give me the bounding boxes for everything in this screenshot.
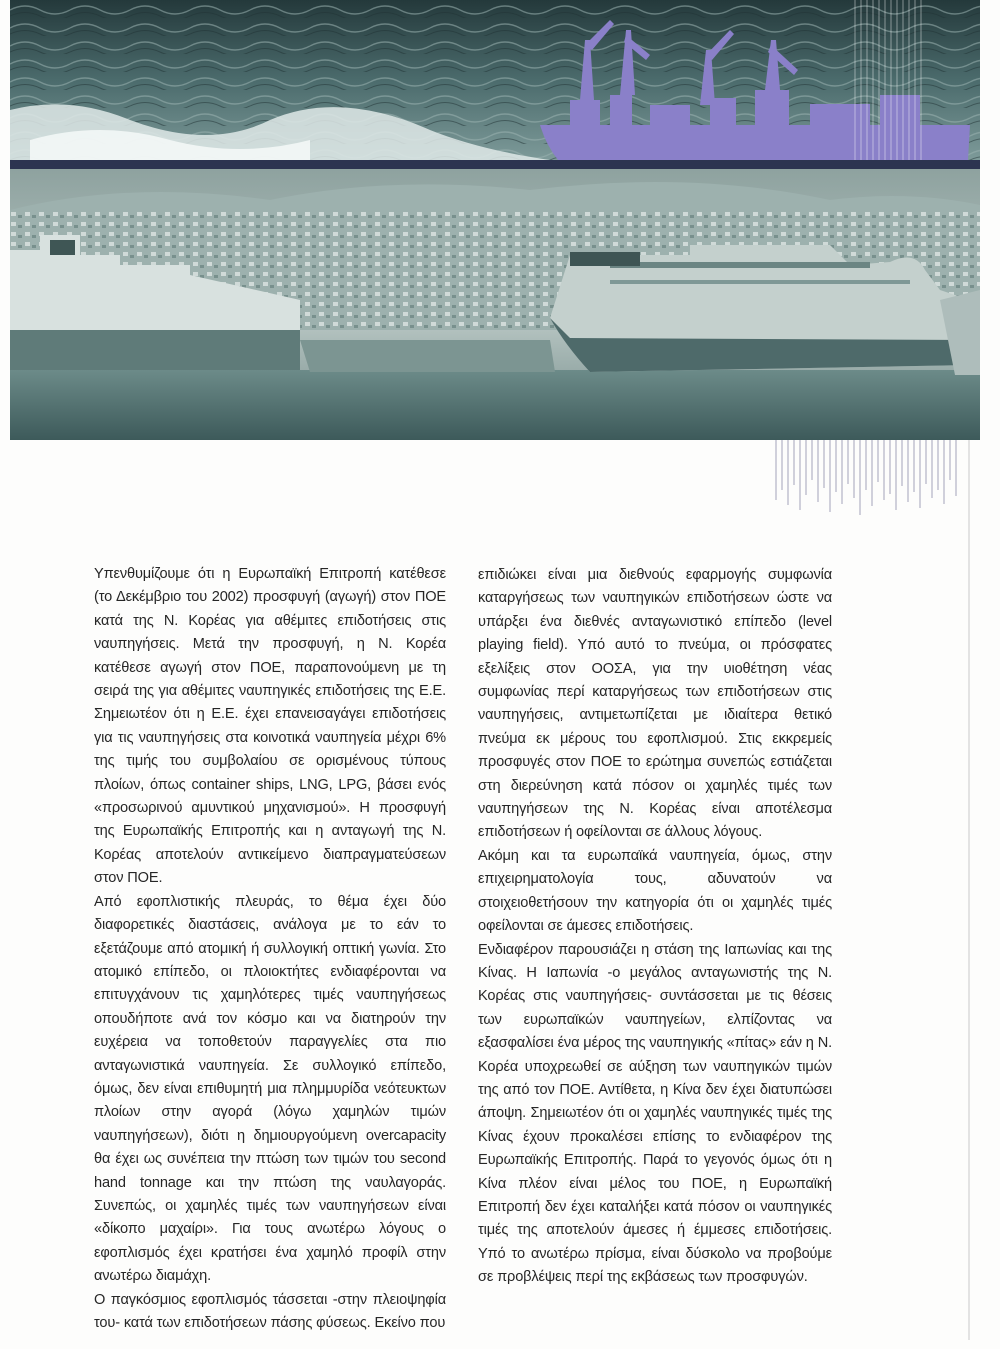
- paragraph: Ακόμη και τα ευρωπαϊκά ναυπηγεία, όμως, στην επιχειρηματολογία τους, αδυνατούν να στοιχειοθετήσουν την κατηγορία ότι οι χαμηλές τιμές οφείλονται σε άμεσες επιδοτήσεις.: [478, 847, 832, 935]
- paragraph: Ενδιαφέρον παρουσιάζει η στάση της Ιαπωνίας και της Κίνας. Η Ιαπωνία -ο μεγάλος ανταγωνιστής της Ν. Κορέας στις ναυπηγήσεις- συντάσσεται με τις θέσεις των ευρωπαϊκών ναυπηγείων, ελπίζοντας να εξασφαλίσει ένα μέρος της ναυπηγικής «πίτας» εάν η Ν. Κορέα υποχρεωθεί σε αύξηση των ναυπηγικών τιμών της από τον ΠΟΕ. Αντίθετα, η Κίνα δεν έχει διατυπώσει άποψη. Σημειωτέον ότι οι χαμηλές ναυπηγικές τιμές της Κίνας έχουν προκαλέσει επίσης το ενδιαφέρον της Ευρωπαϊκής Επιτροπής. Παρά το γεγονός όμως ότι η Κίνα πλέον είναι μέλος του ΠΟΕ, η Ευρωπαϊκή Επιτροπή δεν έχει καταλήξει κατά πόσον οι ναυπηγικές τιμές της αποτελούν άμεσες ή έμμεσες επιδοτήσεις. Υπό το ανωτέρω πρίσμα, είναι δύσκολο να προβούμε σε προβλέψεις περί της εκβάσεως των προσφυγών.: [478, 941, 832, 1286]
- paragraph: Υπενθυμίζουμε ότι η Ευρωπαϊκή Επιτροπή κατέθεσε (το Δεκέμβριο του 2002) προσφυγή (αγωγή) στον ΠΟΕ κατά της Ν. Κορέας για αθέμιτες επιδοτήσεις στις ναυπηγήσεις. Μετά την προσφυγή, η Ν. Κορέα κατέθεσε αγωγή στον ΠΟΕ, παραπονούμενη με τη σειρά της για αθέμιτες ναυπηγικές επιδοτήσεις της Ε.Ε. Σημειωτέον ότι η Ε.Ε. έχει επανεισαγάγει επιδοτήσεις για τις ναυπηγήσεις στα κοινοτικά ναυπηγεία μέχρι 6% της τιμής του συμβολαίου σε ορισμένους τύπους πλοίων, όπως container ships, LNG, LPG, βάσει ενός «προσωρινού αμυντικού μηχανισμού». Η προσφυγή της Ευρωπαϊκής Επιτροπής και η ανταγωγή της Ν. Κορέας αποτελούν αντικείμενο διαπραγματεύσεων στον ΠΟΕ.: [94, 566, 446, 887]
- paragraph: Από εφοπλιστικής πλευράς, το θέμα έχει δύο διαφορετικές διαστάσεις, ανάλογα με το εάν το εξετάζουμε από ατομική ή συλλογική οπτική γωνία. Στο ατομικό επίπεδο, οι πλοιοκτήτες ενδιαφέρονται να επιτυγχάνουν τις χαμηλότερες τιμές ναυπηγήσεως οπουδήποτε ανά τον κόσμο και να διατηρούν την ευχέρεια να τοποθετούν παραγγελίες στα πιο ανταγωνιστικά ναυπηγεία. Σε συλλογικό επίπεδο, όμως, δεν είναι επιθυμητή μια πλημμυρίδα νεότευκτων πλοίων στην αγορά (λόγω χαμηλών τιμών ναυπηγήσεων), διότι η δημιουργούμενη overcapacity θα έχει ως συνέπεια την πτώση των τιμών του second hand tonnage και την πτώση της ναυλαγοράς. Συνεπώς, οι χαμηλές τιμές των ναυπηγήσεων είναι «δίκοπο μαχαίρι». Για τους ανωτέρω λόγους ο εφοπλισμός έχει κρατήσει ένα χαμηλό προφίλ στην ανωτέρω διαμάχη.: [94, 893, 446, 1285]
- paragraph: επιδιώκει είναι μια διεθνούς εφαρμογής συμφωνία καταργήσεως των ναυπηγικών επιδοτήσεων ώστε να υπάρξει ένα διεθνές ανταγωνιστικό επίπεδο (level playing field). Υπό αυτό το πνεύμα, οι πρόσφατες εξελίξεις στον ΟΟΣΑ, για την υιοθέτηση νέας συμφωνίας περί καταργήσεως των επιδοτήσεων στις ναυπηγήσεις, αντιμετωπίζεται με ιδιαίτερα θετικό πνεύμα εκ μέρους του εφοπλισμού. Στις εκκρεμείς προσφυγές στον ΠΟΕ το ερώτημα συνεπώς εστιάζεται στη διερεύνηση κατά πόσον οι χαμηλές τιμές των ναυπηγήσεων της Ν. Κορέας είναι αποτέλεσμα επιδοτήσεων ή οφείλονται σε άλλους λόγους.: [478, 567, 832, 841]
- article-column-right: [478, 564, 832, 1290]
- barcode-decoration: [774, 440, 964, 520]
- divider-band: [10, 160, 980, 169]
- article-column-left: [94, 563, 446, 1335]
- hero-photo: [10, 0, 980, 440]
- paragraph: Ο παγκόσμιος εφοπλισμός τάσσεται -στην πλειοψηφία του- κατά των επιδοτήσεων πάσης φύσεως. Εκείνο που: [94, 1291, 446, 1331]
- harbour-photo-collage: [10, 0, 980, 440]
- page-edge-line: [968, 440, 970, 1340]
- harbour-panel: [10, 169, 980, 440]
